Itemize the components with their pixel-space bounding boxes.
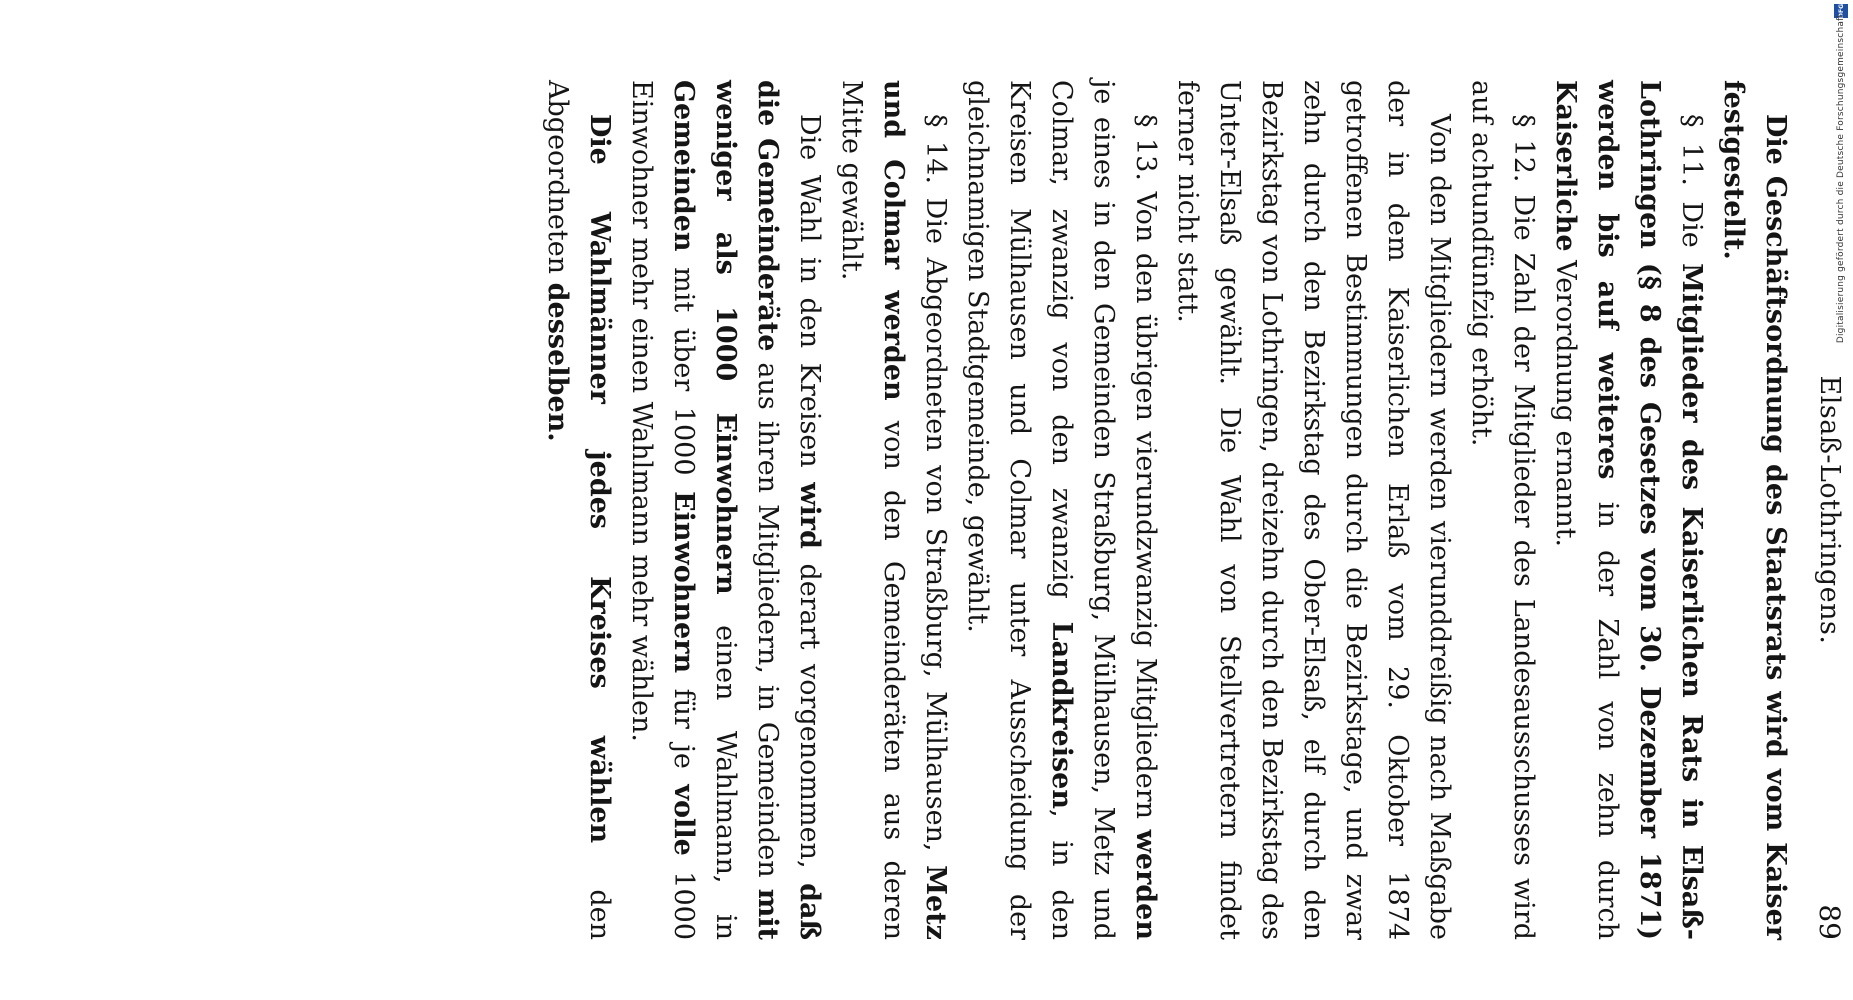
wahl-mid-1: derart vorgenommen, bbox=[794, 548, 825, 884]
wahl-bold-4: Gemeinden bbox=[668, 80, 699, 252]
section-11-mid: in der Zahl von zehn durch bbox=[1592, 479, 1623, 940]
page-number: 89 bbox=[1813, 904, 1846, 940]
section-14-bold-1: Metz und Colmar werden bbox=[878, 80, 951, 940]
wahl-mid-2: aus ihren Mitgliedern, in Gemeinden bbox=[752, 351, 783, 889]
wahl-lead: Die Wahl in den Kreisen bbox=[794, 114, 825, 483]
paragraph-bezirkstage: Von den Mitgliedern werden vierunddreißig nach Maßgabe der in dem Kaiserlichen Erlaß vom 29. Oktober 1874 getroffenen Bestimmungen durch die Bezirkstage, und zwar zehn durch den Bezirkstag des Ober-Elsaß, elf durch den Bezirkstag von Lothringen, dreizehn durch den Bezirkstag des Unter-Elsaß gewählt. Die Wahl von Stellvertretern findet ferner nicht statt. bbox=[1172, 80, 1455, 940]
wahl-bold-6: volle bbox=[668, 784, 699, 856]
section-13-tail: , in den Kreisen Mülhausen und Colmar unter Ausscheidung der gleichnamigen Stadtgemeinde, gewählt. bbox=[962, 80, 1077, 940]
dfg-logo-text: DFG bbox=[1837, 3, 1845, 18]
wahl-tail: 1000 Einwohner mehr einen Wahlmann mehr wählen. bbox=[626, 80, 699, 941]
section-11-bold-2: Kaiserliche bbox=[1550, 80, 1581, 252]
wahl-bold-5: Einwohnern bbox=[668, 491, 699, 674]
wahlmaenner-mid: den Abgeordneten bbox=[542, 80, 615, 940]
wahl-mid-5: für je bbox=[668, 673, 699, 785]
digitization-credit: Digitalisierung gefördert durch die Deutsche Forschungsgemeinschaft bbox=[1836, 14, 1846, 344]
paragraph-section-12: § 12. Die Zahl der Mitglieder des Landesausschusses wird auf achtundfünfzig erhöht. bbox=[1466, 80, 1539, 940]
section-13-mid: je eines in den Gemeinden Straßburg, Mülhausen, Metz und Colmar, zwanzig von den zwanzig bbox=[1046, 80, 1119, 940]
section-11-tail: Verordnung ernannt. bbox=[1550, 251, 1581, 548]
paragraph-wahlmaenner bbox=[536, 80, 620, 940]
wahlmaenner-bold-2: desselben. bbox=[542, 282, 573, 442]
wahl-bold-2: daß die Gemeinderäte bbox=[752, 80, 825, 940]
section-11-bold-1: Mitglieder des Kaiserlichen Rats in Elsaß-Lothringen (§ 8 des Gesetzes vom 30. Dezember 1871) werden bis auf weiteres bbox=[1592, 80, 1707, 940]
section-11-lead: § 11. Die bbox=[1676, 114, 1707, 264]
section-13-bold-2: Landkreisen bbox=[1046, 621, 1077, 809]
wahlmaenner-bold-1: Die Wahlmänner jedes Kreises wählen bbox=[584, 114, 615, 844]
running-title: Elsaß-Lothringens. bbox=[1814, 375, 1845, 645]
paragraph-staatsrat: Die Geschäftsordnung des Staatsrats wird vom Kaiser festgestellt. bbox=[1718, 80, 1791, 940]
rotated-text-block bbox=[536, 80, 1853, 940]
section-14-tail: von den Gemeinderäten aus deren Mitte gewählt. bbox=[836, 80, 909, 940]
wahl-bold-3: mit weniger als 1000 Einwohnern bbox=[710, 80, 783, 940]
paragraph-section-11 bbox=[1544, 80, 1712, 940]
paragraph-section-14 bbox=[830, 80, 956, 940]
section-13-bold-1: werden bbox=[1130, 829, 1161, 940]
wahl-bold-1: wird bbox=[794, 482, 825, 549]
wahl-mid-4: mit über 1000 bbox=[668, 251, 699, 492]
wahl-mid-3: einen Wahlmann, in bbox=[710, 594, 741, 941]
paragraph-section-13 bbox=[956, 80, 1166, 940]
section-14-lead: § 14. Die Abgeordneten von Straßburg, Mülhausen, bbox=[920, 114, 951, 866]
section-13-lead: § 13. Von den übrigen vierundzwanzig Mitgliedern bbox=[1130, 114, 1161, 830]
paragraph-wahl-kreise bbox=[620, 80, 830, 940]
